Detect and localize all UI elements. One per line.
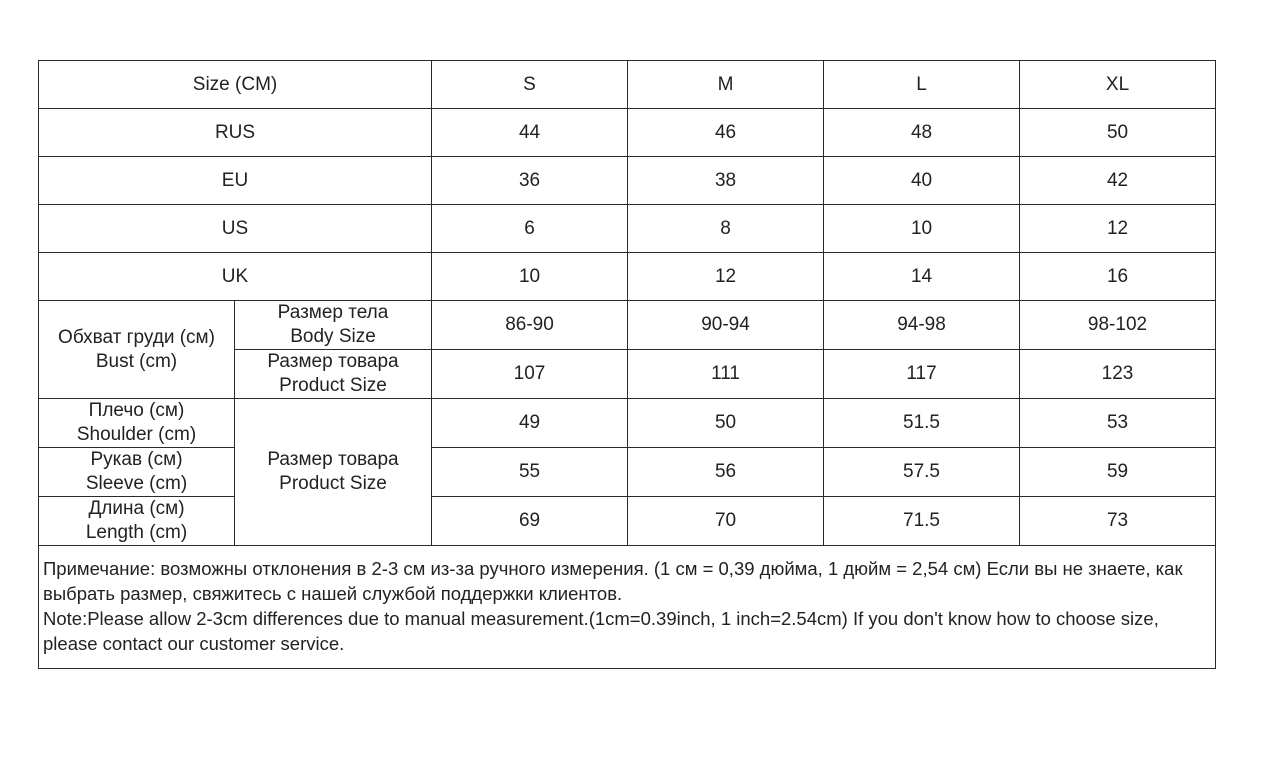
table-row-eu (39, 157, 1216, 205)
measurements-product-size-label (235, 399, 432, 546)
table-cell: 14 (824, 253, 1020, 301)
header-row (39, 61, 1216, 109)
table-cell: 123 (1020, 350, 1216, 399)
table-cell: 59 (1020, 448, 1216, 497)
table-cell: 107 (432, 350, 628, 399)
table-row-us (39, 205, 1216, 253)
table-cell: 44 (432, 109, 628, 157)
table-cell: 57.5 (824, 448, 1020, 497)
body-size-label-en: Body Size (290, 326, 376, 347)
table-cell: 98-102 (1020, 301, 1216, 350)
size-header-xl: XL (1020, 61, 1216, 109)
table-cell: 56 (628, 448, 824, 497)
table-cell: 6 (432, 205, 628, 253)
note-row (39, 546, 1216, 669)
measurements-sub-label-ru: Размер товара (267, 449, 399, 470)
product-size-label-ru: Размер товара (267, 351, 399, 372)
size-header-l: L (824, 61, 1020, 109)
table-cell: 10 (824, 205, 1020, 253)
table-cell: 55 (432, 448, 628, 497)
header-label: Size (CM) (39, 61, 432, 109)
table-cell: 94-98 (824, 301, 1020, 350)
table-row-uk (39, 253, 1216, 301)
table-row-sleeve (39, 448, 1216, 497)
row-label: US (39, 205, 432, 253)
table-cell: 69 (432, 497, 628, 546)
table-cell: 50 (1020, 109, 1216, 157)
row-label: UK (39, 253, 432, 301)
bust-label (39, 301, 235, 399)
table-cell: 70 (628, 497, 824, 546)
table-cell: 46 (628, 109, 824, 157)
note-english: Note:Please allow 2-3cm differences due to manual measurement.(1cm=0.39inch, 1 inch=2.54cm) If you don't know how to choose size, please contact our customer service. (43, 608, 1159, 654)
table-cell: 8 (628, 205, 824, 253)
table-cell: 86-90 (432, 301, 628, 350)
table-cell: 71.5 (824, 497, 1020, 546)
shoulder-label-ru: Плечо (см) (88, 400, 185, 421)
measurements-sub-label-en: Product Size (279, 473, 387, 494)
body-size-label (235, 301, 432, 350)
table-row-shoulder (39, 399, 1216, 448)
body-size-label-ru: Размер тела (277, 302, 389, 323)
table-cell: 117 (824, 350, 1020, 399)
size-header-s: S (432, 61, 628, 109)
table-cell: 36 (432, 157, 628, 205)
table-cell: 53 (1020, 399, 1216, 448)
table-row-length (39, 497, 1216, 546)
table-cell: 12 (1020, 205, 1216, 253)
length-label-en: Length (cm) (85, 522, 188, 543)
size-header-m: M (628, 61, 824, 109)
product-size-label-en: Product Size (279, 375, 387, 396)
table-cell: 48 (824, 109, 1020, 157)
table-cell: 50 (628, 399, 824, 448)
table-cell: 38 (628, 157, 824, 205)
note-russian: Примечание: возможны отклонения в 2-3 см из-за ручного измерения. (1 см = 0,39 дюйма, 1 дюйм = 2,54 см) Если вы не знаете, как выбрать размер, свяжитесь с нашей службой поддержки клиентов. (43, 558, 1183, 604)
sleeve-label (39, 448, 235, 497)
shoulder-label (39, 399, 235, 448)
size-chart-table (38, 60, 1216, 669)
sleeve-label-en: Sleeve (cm) (85, 473, 188, 494)
table-cell: 111 (628, 350, 824, 399)
table-cell: 49 (432, 399, 628, 448)
bust-label-en: Bust (cm) (95, 350, 178, 372)
table-cell: 16 (1020, 253, 1216, 301)
table-cell: 10 (432, 253, 628, 301)
table-cell: 73 (1020, 497, 1216, 546)
shoulder-label-en: Shoulder (cm) (76, 424, 197, 445)
table-cell: 12 (628, 253, 824, 301)
table-cell: 42 (1020, 157, 1216, 205)
length-label (39, 497, 235, 546)
sleeve-label-ru: Рукав (см) (90, 449, 183, 470)
length-label-ru: Длина (см) (88, 498, 185, 519)
note-cell (39, 546, 1216, 669)
product-size-label (235, 350, 432, 399)
table-cell: 90-94 (628, 301, 824, 350)
table-row-rus (39, 109, 1216, 157)
row-label: EU (39, 157, 432, 205)
table-row-bust-body (39, 301, 1216, 350)
table-cell: 40 (824, 157, 1020, 205)
row-label: RUS (39, 109, 432, 157)
table-cell: 51.5 (824, 399, 1020, 448)
bust-label-ru: Обхват груди (см) (58, 326, 215, 348)
